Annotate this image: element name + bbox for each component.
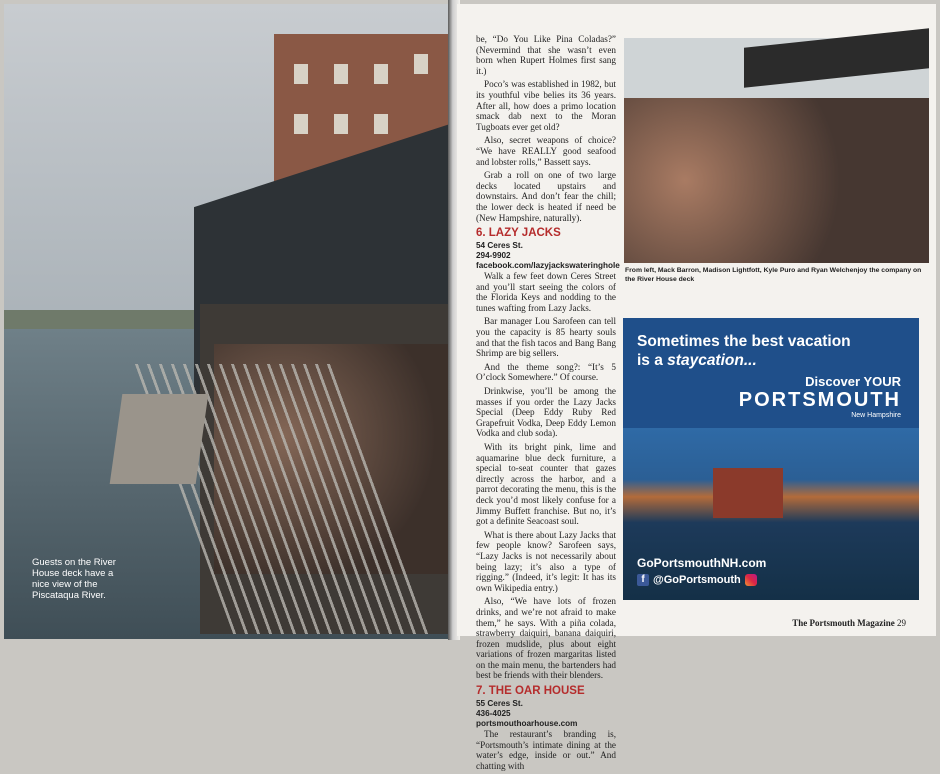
instagram-icon (745, 574, 757, 586)
ad-headline-line1: Sometimes the best vacation (637, 333, 851, 350)
ad-social (637, 574, 757, 586)
left-page-photo (4, 4, 450, 636)
ad-headline-line2 (637, 351, 907, 370)
window (334, 114, 348, 134)
ad-headline-text: is a (637, 352, 668, 369)
deck-roof (744, 28, 929, 87)
paragraph: Also, secret weapons of choice? “We have REALLY good seafood and lobster rolls,” Bassett says. (476, 135, 616, 167)
paragraph: Walk a few feet down Ceres Street and you’ll start seeing the colors of the Florida Keys and nodding to the tunes wafting from Lazy Jacks. (476, 271, 616, 313)
ad-headline-emphasis: staycation... (667, 352, 757, 369)
window (374, 114, 388, 134)
window (294, 114, 308, 134)
section-heading-oar-house: 7. THE OAR HOUSE (476, 685, 585, 698)
group-of-people (624, 98, 929, 263)
window (294, 64, 308, 84)
magazine-title: The Portsmouth Magazine (792, 618, 895, 628)
paragraph: With its bright pink, lime and aquamarine blue deck furniture, a special to-seat counter that gazes directly across the harbor, and a parrot decorating the menu, this is the deck you’d most likely confuse for a Jimmy Buffett franchise. But no, it’s got a definite Seacoast soul. (476, 442, 616, 527)
page-number: 29 (897, 618, 906, 628)
ad-state: New Hampshire (851, 412, 901, 419)
window (374, 64, 388, 84)
paragraph: What is there about Lazy Jacks that few people know? Sarofeen says, “Lazy Jacks is not necessarily about being lazy; it’s also a type of rigging.” (Indeed, it’s legit: It has its own Wikipedia entry.) (476, 529, 616, 593)
photo-caption: Guests on the River House deck have a nice view of the Piscataqua River. (32, 557, 116, 601)
ad-website: GoPortsmouthNH.com (637, 556, 767, 570)
web-link: portsmouthoarhouse.com (476, 719, 578, 729)
ad-portsmouth-wordmark: PORTSMOUTH (738, 389, 901, 411)
paragraph: Bar manager Lou Sarofeen can tell you the capacity is 85 hearty souls and that the fish tacos and Bang Bang Shrimp are big sellers. (476, 316, 616, 359)
phone: 294-9902 (476, 251, 511, 261)
facebook-icon: f (637, 574, 649, 586)
ad-social-handle: @GoPortsmouth (653, 574, 741, 586)
portsmouth-advertisement (623, 318, 919, 600)
ad-discover-text: Discover YOUR (805, 374, 901, 389)
section-heading-lazy-jacks: 6. LAZY JACKS (476, 227, 561, 240)
photo-caption: From left, Mack Barron, Madison Lightfott, Kyle Puro and Ryan Welchenjoy the company on the River House deck (625, 267, 922, 283)
red-shack (713, 468, 783, 518)
right-page (457, 4, 936, 771)
ad-headline (637, 332, 907, 370)
window (334, 64, 348, 84)
ad-logo (739, 374, 901, 419)
paragraph: The restaurant’s branding is, “Portsmouth’s intimate dining at the water’s edge, inside or out.” And chatting with (476, 729, 616, 771)
address: 55 Ceres St. (476, 699, 523, 709)
article-column (476, 34, 620, 774)
paragraph: Poco’s was established in 1982, but its youthful vibe belies its 36 years. After all, how does a primo location smack dab next to the Moran Tugboats ever get old? (476, 79, 616, 132)
deck-group-photo (624, 38, 929, 263)
paragraph: be, “Do You Like Pina Coladas?” (Nevermind that she wasn’t even born when Rupert Holmes first sang it.) (476, 34, 616, 76)
floating-dock (110, 394, 209, 484)
phone: 436-4025 (476, 709, 511, 719)
page-footer (792, 618, 906, 628)
paragraph: Grab a roll on one of two large decks located upstairs and downstairs. And don’t fear the chill; the lower deck is heated if need be (New Hampshire, naturally). (476, 170, 616, 223)
paragraph: Drinkwise, you’ll be among the masses if you order the Lazy Jacks Special (Deep Eddy Ruby Red Grapefruit Vodka, Deep Eddy Lemon Vodka and club soda). (476, 386, 616, 439)
address: 54 Ceres St. (476, 241, 523, 251)
window (414, 54, 428, 74)
paragraph: Also, “We have lots of frozen drinks, and we’re not afraid to make them,” he says. With a piña colada, strawberry daiquiri, banana daiquiri, frozen mudslide, plus about eight variations of frozen margaritas listed on the main menu, the bartenders had best be friends with their blenders. (476, 596, 616, 681)
paragraph: And the theme song?: “It’s 5 O’clock Somewhere.” Of course. (476, 361, 616, 383)
web-link: facebook.com/lazyjackswateringhole (476, 261, 620, 271)
